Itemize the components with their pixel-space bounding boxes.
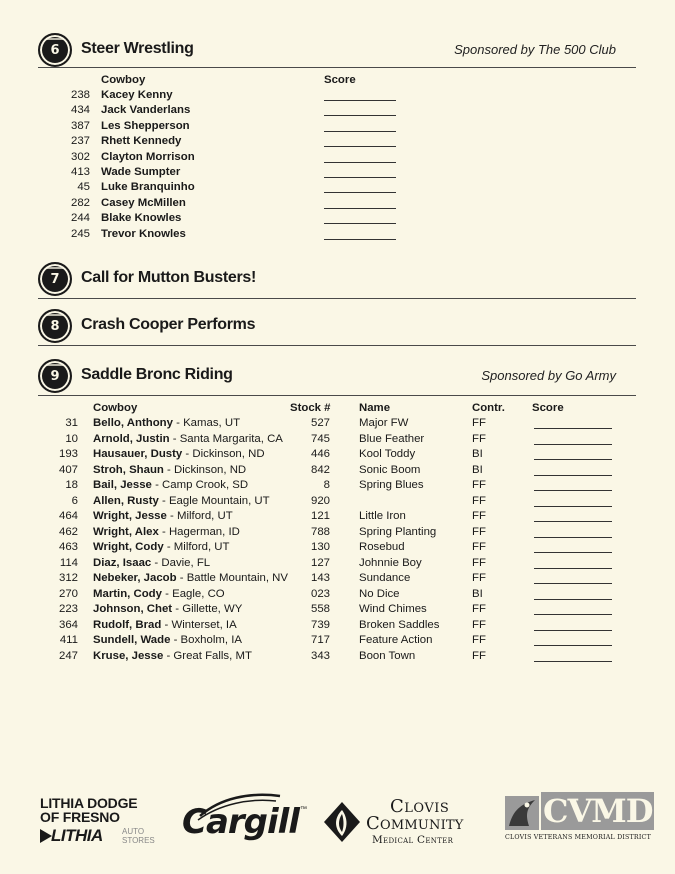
score-blank[interactable] <box>324 166 396 181</box>
horse-name: Rosebud <box>359 541 405 553</box>
logo-text: CLOVIS VETERANS MEMORIAL DISTRICT <box>505 834 651 841</box>
cowboy-hometown: - Camp Crook, SD <box>151 479 249 491</box>
score-blank[interactable] <box>534 650 612 665</box>
cowboy-name: Wright, Cody <box>93 541 164 553</box>
stock-number: 127 <box>310 556 330 569</box>
cowboy-hometown: - Eagle Mountain, UT <box>158 494 270 507</box>
score-blank[interactable] <box>534 526 612 541</box>
stock-number: 121 <box>310 510 330 522</box>
cowboy-number: 6 <box>71 494 78 507</box>
cowboy-number: 302 <box>70 150 90 163</box>
score-blank[interactable] <box>534 448 612 463</box>
cowboy-entry <box>93 526 240 538</box>
cowboy-name: Wade Sumpter <box>101 166 181 178</box>
logo-text: Clovis <box>390 796 450 817</box>
event-8-header <box>38 309 636 343</box>
logo-text: Cargill <box>182 802 299 842</box>
stock-number: 745 <box>310 432 330 445</box>
stock-number: 527 <box>310 417 330 429</box>
cowboy-entry <box>93 541 230 553</box>
cowboy-number: 270 <box>58 587 78 600</box>
cowboy-number: 411 <box>59 634 78 646</box>
score-blank[interactable] <box>534 510 612 525</box>
contractor: FF <box>472 432 486 445</box>
cowboy-hometown: - Hagerman, ID <box>158 525 240 538</box>
lithia-dodge-logo <box>40 796 165 846</box>
section-divider <box>38 345 636 346</box>
event-sponsor: Sponsored by The 500 Club <box>454 42 616 57</box>
horse-name: Spring Planting <box>359 525 437 538</box>
horse-name: Sonic Boom <box>359 463 421 476</box>
col-cowboy: Cowboy <box>101 74 146 86</box>
horse-name: Spring Blues <box>359 479 424 491</box>
cowboy-number: 413 <box>70 166 90 178</box>
stock-number: 920 <box>310 494 330 507</box>
score-blank[interactable] <box>324 197 396 212</box>
cowboy-name: Clayton Morrison <box>101 150 195 163</box>
cowboy-name: Allen, Rusty <box>93 494 159 507</box>
event-number-badge: 9 <box>38 359 72 393</box>
cowboy-name: Jack Vanderlans <box>101 104 191 117</box>
contractor: FF <box>472 541 486 553</box>
logo-text: STORES <box>122 836 155 845</box>
stock-number: 717 <box>310 634 330 646</box>
stock-number: 8 <box>323 479 330 491</box>
cowboy-hometown: - Dickinson, ND <box>163 463 247 476</box>
contractor: FF <box>472 572 486 584</box>
contractor: FF <box>472 525 486 538</box>
contractor: FF <box>472 417 486 429</box>
cowboy-hometown: - Milford, UT <box>163 541 230 553</box>
horse-name: Broken Saddles <box>359 618 440 631</box>
score-blank[interactable] <box>534 417 612 432</box>
cowboy-number: 462 <box>58 525 78 538</box>
cowboy-entry <box>93 619 237 631</box>
cowboy-name: Stroh, Shaun <box>93 463 164 476</box>
cowboy-entry <box>93 603 242 615</box>
contractor: FF <box>472 510 486 522</box>
cowboy-hometown: - Kamas, UT <box>172 417 241 429</box>
contractor: FF <box>472 649 486 662</box>
cowboy-name: Wright, Jesse <box>93 510 167 522</box>
score-blank[interactable] <box>534 464 612 479</box>
score-blank[interactable] <box>534 479 612 494</box>
cowboy-name: Bello, Anthony <box>93 417 173 429</box>
stock-number: 842 <box>310 463 330 476</box>
logo-text: Community <box>366 813 464 834</box>
event-title: Call for Mutton Busters! <box>81 269 257 286</box>
col-score: Score <box>532 402 564 414</box>
cowboy-number: 31 <box>65 417 78 429</box>
event-7-section <box>38 262 636 296</box>
cowboy-entry <box>93 510 233 522</box>
cowboy-name: Kruse, Jesse <box>93 649 164 662</box>
section-divider <box>38 395 636 396</box>
cowboy-entry <box>93 495 270 507</box>
event-sponsor: Sponsored by Go Army <box>481 368 616 383</box>
horse-name: Blue Feather <box>359 432 425 445</box>
cowboy-number: 463 <box>58 541 78 553</box>
score-blank[interactable] <box>534 634 612 649</box>
contractor: BI <box>472 463 483 476</box>
cowboy-name: Sundell, Wade <box>93 634 171 646</box>
event-6-section <box>38 33 636 67</box>
logo-text: CVMD <box>543 792 653 830</box>
event-number-badge: 6 <box>38 33 72 67</box>
event-title: Steer Wrestling <box>81 40 194 57</box>
cowboy-hometown: - Milford, UT <box>166 510 233 522</box>
col-stock: Stock # <box>290 402 331 414</box>
event-9-section <box>38 359 636 393</box>
section-divider <box>38 298 636 299</box>
score-blank[interactable] <box>534 603 612 618</box>
horse-name: No Dice <box>359 587 400 600</box>
cowboy-number: 18 <box>65 479 78 491</box>
eagle-icon <box>505 796 539 830</box>
cowboy-name: Johnson, Chet <box>93 603 173 615</box>
cowboy-entry <box>93 634 242 646</box>
cowboy-number: 237 <box>70 135 90 148</box>
logo-text: LITHIA DODGE <box>40 795 138 811</box>
horse-name: Little Iron <box>359 510 406 522</box>
cowboy-hometown: - Santa Margarita, CA <box>169 432 283 445</box>
cowboy-number: 114 <box>59 556 78 569</box>
event-number-badge: 7 <box>38 262 72 296</box>
cowboy-name: Les Shepperson <box>101 119 190 132</box>
cowboy-entry <box>93 464 246 476</box>
score-blank[interactable] <box>324 104 396 119</box>
cowboy-name: Rudolf, Brad <box>93 618 162 631</box>
cowboy-hometown: - Dickinson, ND <box>182 448 265 460</box>
cowboy-name: Nebeker, Jacob <box>93 572 177 584</box>
cowboy-name: Trevor Knowles <box>101 227 186 240</box>
col-score: Score <box>324 74 356 86</box>
sponsor-logos <box>0 790 675 850</box>
stock-number: 023 <box>310 587 330 600</box>
score-blank[interactable] <box>324 120 396 135</box>
cowboy-number: 434 <box>70 104 90 117</box>
score-blank[interactable] <box>324 89 396 104</box>
stock-number: 446 <box>310 448 330 460</box>
cowboy-number: 10 <box>65 432 78 445</box>
cowboy-name: Hausauer, Dusty <box>93 448 183 460</box>
logo-text: OF FRESNO <box>40 809 120 825</box>
cowboy-number: 464 <box>58 510 78 522</box>
cowboy-name: Blake Knowles <box>101 212 182 225</box>
stock-number: 343 <box>310 649 330 662</box>
cowboy-number: 312 <box>58 572 78 584</box>
horse-name: Johnnie Boy <box>359 556 422 569</box>
horse-name: Boon Town <box>359 649 416 662</box>
event-title: Crash Cooper Performs <box>81 316 256 333</box>
score-blank[interactable] <box>534 541 612 556</box>
contractor: FF <box>472 603 486 615</box>
cowboy-hometown: - Winterset, IA <box>161 618 237 631</box>
horse-name: Sundance <box>359 572 411 584</box>
contractor: BI <box>472 448 483 460</box>
col-contr: Contr. <box>472 402 505 414</box>
logo-text: Medical Center <box>372 834 454 846</box>
stock-number: 788 <box>310 525 330 538</box>
score-blank[interactable] <box>324 228 396 243</box>
horse-name: Feature Action <box>359 634 433 646</box>
clovis-community-logo <box>322 798 487 848</box>
cowboy-name: Casey McMillen <box>101 196 186 209</box>
cowboy-entry <box>93 588 225 600</box>
cowboy-hometown: - Great Falls, MT <box>163 649 252 662</box>
contractor: FF <box>472 479 486 491</box>
cowboy-hometown: - Boxholm, IA <box>170 634 242 646</box>
cowboy-name: Arnold, Justin <box>93 432 170 445</box>
section-divider <box>38 67 636 68</box>
stock-number: 143 <box>310 572 330 584</box>
cowboy-number: 193 <box>58 448 78 460</box>
event-8-section <box>38 309 636 343</box>
cowboy-number: 387 <box>70 119 90 132</box>
score-blank[interactable] <box>534 557 612 572</box>
cowboy-number: 45 <box>77 181 90 194</box>
score-blank[interactable] <box>324 181 396 196</box>
score-blank[interactable] <box>534 588 612 603</box>
cargill-logo <box>180 790 310 845</box>
event-title: Saddle Bronc Riding <box>81 366 233 383</box>
cowboy-name: Bail, Jesse <box>93 479 152 491</box>
horse-name: Kool Toddy <box>359 448 416 460</box>
score-blank[interactable] <box>534 433 612 448</box>
cowboy-name: Kacey Kenny <box>101 89 173 101</box>
cowboy-entry <box>93 572 288 584</box>
stock-number: 130 <box>310 541 330 553</box>
cowboy-number: 364 <box>58 618 78 631</box>
cowboy-entry <box>93 479 248 491</box>
score-blank[interactable] <box>534 619 612 634</box>
cowboy-hometown: - Gillette, WY <box>172 603 243 615</box>
cowboy-name: Martin, Cody <box>93 587 162 600</box>
logo-text: ™ <box>300 806 307 813</box>
contractor: FF <box>472 634 486 646</box>
score-blank[interactable] <box>534 572 612 587</box>
clovis-leaf-icon <box>322 800 362 844</box>
score-blank[interactable] <box>324 135 396 150</box>
cowboy-number: 223 <box>58 603 78 615</box>
stock-number: 558 <box>310 603 330 615</box>
event-6-header <box>38 33 636 67</box>
event-number-badge: 8 <box>38 309 72 343</box>
score-blank[interactable] <box>324 212 396 227</box>
col-cowboy: Cowboy <box>93 402 138 414</box>
cowboy-hometown: - Davie, FL <box>151 556 211 569</box>
horse-name: Wind Chimes <box>359 603 427 615</box>
cowboy-number: 245 <box>70 227 90 240</box>
cowboy-number: 407 <box>58 463 78 476</box>
horse-name: Major FW <box>359 417 409 429</box>
cowboy-hometown: - Eagle, CO <box>161 587 225 600</box>
event-9-header <box>38 359 636 393</box>
cowboy-name: Wright, Alex <box>93 525 159 538</box>
cowboy-entry <box>93 650 252 662</box>
logo-text: AUTO <box>122 827 145 836</box>
col-name: Name <box>359 402 391 414</box>
cowboy-number: 244 <box>70 212 90 225</box>
cowboy-number: 238 <box>70 89 90 101</box>
cowboy-hometown: - Battle Mountain, NV <box>176 572 289 584</box>
contractor: FF <box>472 494 486 507</box>
score-blank[interactable] <box>324 151 396 166</box>
stock-number: 739 <box>310 618 330 631</box>
cowboy-entry <box>93 417 240 429</box>
cowboy-name: Luke Branquinho <box>101 181 195 194</box>
cowboy-name: Rhett Kennedy <box>101 135 182 148</box>
cowboy-name: Diaz, Isaac <box>93 556 152 569</box>
score-blank[interactable] <box>534 495 612 510</box>
cowboy-entry <box>93 557 210 569</box>
cowboy-number: 247 <box>58 649 78 662</box>
contractor: BI <box>472 587 483 600</box>
cowboy-entry <box>93 448 265 460</box>
cowboy-entry <box>93 433 283 445</box>
contractor: FF <box>472 618 486 631</box>
contractor: FF <box>472 556 486 569</box>
event-7-header <box>38 262 636 296</box>
logo-text: LITHIA <box>51 826 103 845</box>
cvmd-logo <box>505 792 653 846</box>
cowboy-number: 282 <box>70 196 90 209</box>
